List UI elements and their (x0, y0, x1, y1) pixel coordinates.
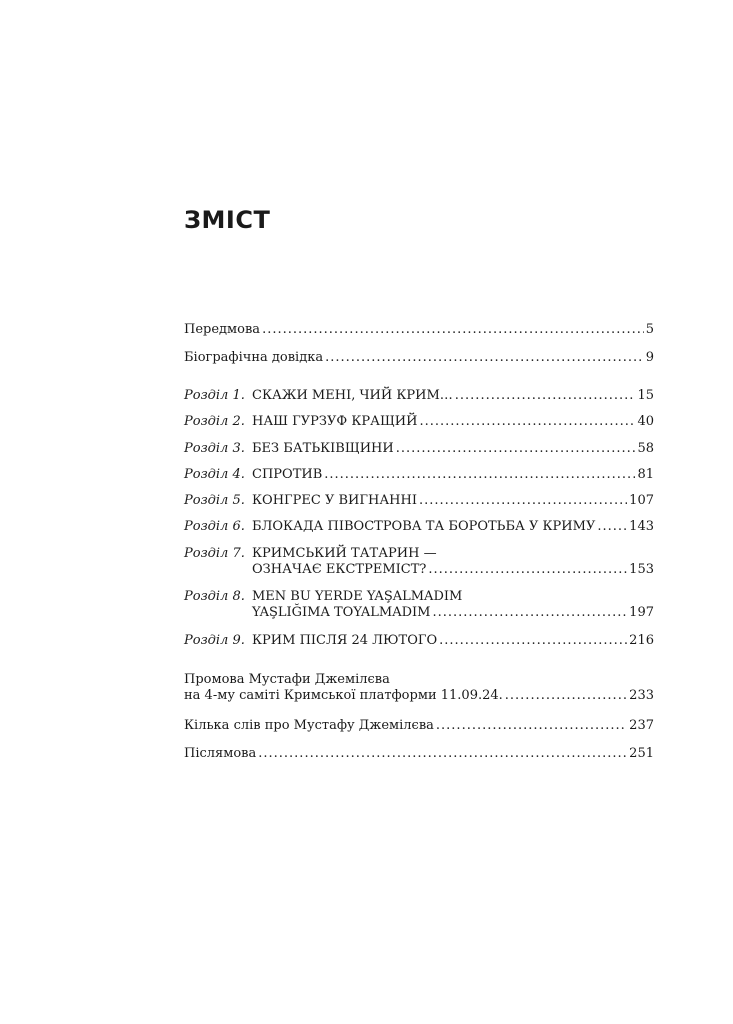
leader-dots (325, 350, 644, 366)
toc-page-number: 251 (629, 746, 654, 761)
toc-entry-about-dzhemilev[interactable] (184, 718, 654, 734)
toc-page-number: 233 (629, 688, 654, 703)
chapter-title-line-2: ОЗНАЧАЄ ЕКСТРЕМІСТ? (252, 562, 427, 577)
toc-entry-text-line-1: Промова Мустафи Джемілєва (184, 672, 390, 687)
toc-entry-text: Післямова (184, 746, 257, 761)
chapter-label: Розділ 6. (184, 519, 245, 534)
chapter-title: КРИМ ПІСЛЯ 24 ЛЮТОГО (252, 633, 438, 648)
leader-dots (505, 688, 627, 704)
chapter-title-line-1: MEN BU YERDE YAŞALMADIM (252, 589, 463, 604)
leader-dots (258, 746, 627, 762)
toc-page-number: 58 (637, 441, 654, 456)
leader-dots (324, 467, 635, 483)
leader-dots (428, 562, 627, 578)
leader-dots (436, 718, 627, 734)
toc-page-number: 197 (629, 605, 654, 620)
toc-page-number: 216 (629, 633, 654, 648)
chapter-label: Розділ 7. (184, 546, 245, 561)
leader-dots (455, 388, 636, 404)
toc-page-number: 15 (637, 388, 654, 403)
chapter-title: КОНГРЕС У ВИГНАННІ (252, 493, 417, 508)
chapter-label: Розділ 5. (184, 493, 245, 508)
toc-page-number: 143 (629, 519, 654, 534)
toc-entry-text-line-2: на 4-му саміті Кримської платформи 11.09.24. (184, 688, 503, 703)
leader-dots (396, 441, 636, 457)
chapter-label: Розділ 2. (184, 414, 245, 429)
chapter-title: БЛОКАДА ПІВОСТРОВА ТА БОРОТЬБА У КРИМУ (252, 519, 596, 534)
leader-dots (597, 519, 627, 535)
toc-entry-text: Біографічна довідка (184, 350, 324, 365)
chapter-label: Розділ 9. (184, 633, 245, 648)
page-title: ЗМІСТ (184, 206, 271, 234)
toc-page-number: 153 (629, 562, 654, 577)
toc-page-number: 81 (637, 467, 654, 482)
chapter-label: Розділ 8. (184, 589, 245, 604)
chapter-label: Розділ 4. (184, 467, 245, 482)
toc-page-number: 237 (629, 718, 654, 733)
chapter-label: Розділ 3. (184, 441, 245, 456)
toc-entry-text: Передмова (184, 322, 261, 337)
toc-entry-afterword[interactable] (184, 746, 654, 762)
chapter-title: СПРОТИВ (252, 467, 323, 482)
leader-dots (419, 493, 627, 509)
leader-dots (419, 414, 635, 430)
toc-entry-text: Кілька слів про Мустафу Джемілєва (184, 718, 434, 733)
chapter-title: СКАЖИ МЕНІ, ЧИЙ КРИМ… (252, 388, 453, 403)
toc-page-number: 5 (645, 322, 654, 337)
toc-entry-speech[interactable] (184, 672, 654, 704)
chapter-title-line-1: КРИМСЬКИЙ ТАТАРИН — (252, 546, 437, 561)
toc-entry-foreword[interactable] (184, 322, 654, 338)
toc-page-number: 40 (637, 414, 654, 429)
toc-page-number: 9 (645, 350, 654, 365)
chapter-title-line-2: YAŞLIĞIMA TOYALMADIM (252, 605, 431, 620)
chapter-title: БЕЗ БАТЬКІВЩИНИ (252, 441, 394, 456)
leader-dots (262, 322, 644, 338)
toc-page-number: 107 (629, 493, 654, 508)
leader-dots (439, 633, 627, 649)
chapter-label: Розділ 1. (184, 388, 245, 403)
leader-dots (432, 605, 627, 621)
chapter-title: НАШ ГУРЗУФ КРАЩИЙ (252, 414, 418, 429)
toc-entry-biography[interactable] (184, 350, 654, 366)
